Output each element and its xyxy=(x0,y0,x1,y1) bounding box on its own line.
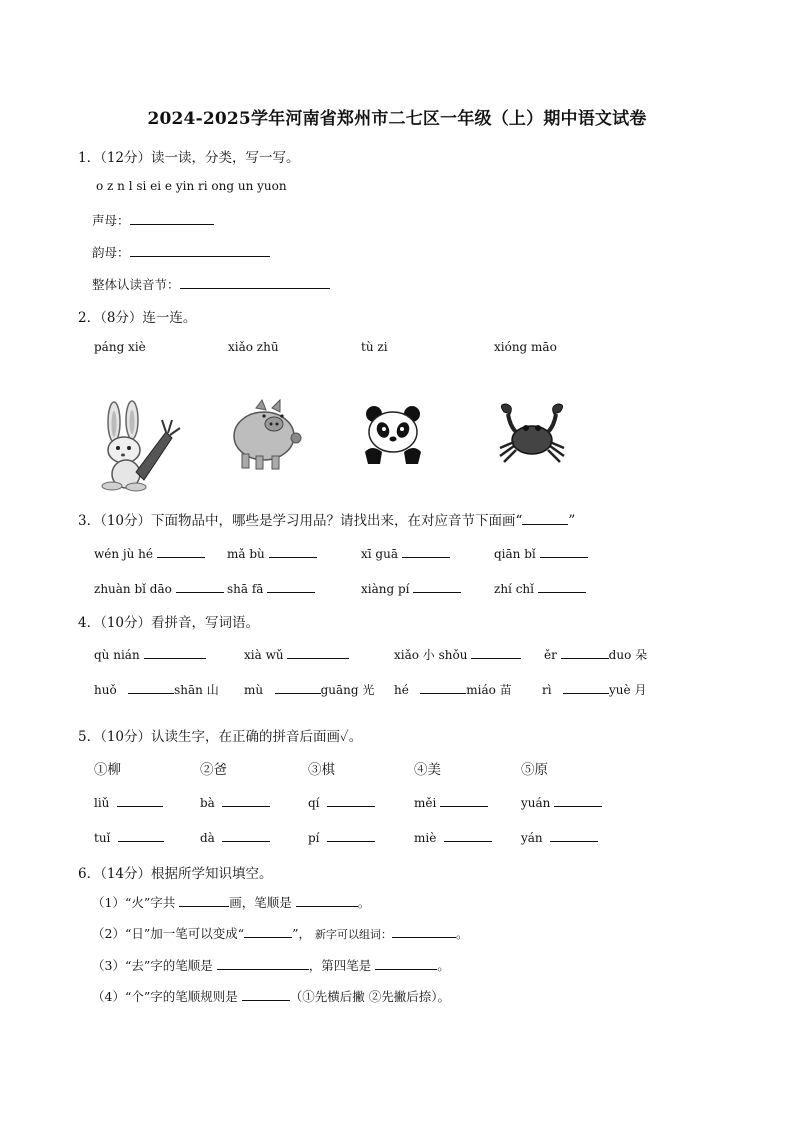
q4-item xyxy=(394,681,512,698)
q5-option xyxy=(521,829,598,845)
pig-picture[interactable] xyxy=(226,398,302,472)
pinyin-word: mǎ bù xyxy=(227,547,265,561)
answer-blank[interactable] xyxy=(540,545,588,558)
q6-text: 新字可以组词： xyxy=(315,928,392,941)
q5-char: ③棋 xyxy=(308,762,335,778)
q5-option xyxy=(414,794,488,810)
q4-heading: 4．（10分）看拼音，写词语。 xyxy=(78,615,260,631)
q3-item xyxy=(494,545,588,561)
q3-heading xyxy=(78,509,575,529)
hint-char: yuè 月 xyxy=(609,683,647,697)
answer-blank[interactable] xyxy=(563,681,609,694)
q5-char: ①柳 xyxy=(94,762,121,778)
q2-pinyin: xiǎo zhū xyxy=(228,340,279,354)
q1-row-zhengti xyxy=(92,275,330,293)
q5-option xyxy=(308,794,375,810)
answer-blank[interactable] xyxy=(375,957,437,970)
q6-text: （2）“日”加一笔可以变成“ xyxy=(92,926,245,941)
q3-item xyxy=(227,545,317,561)
q1-letters: o z n l si ei e yin ri ong un yuon xyxy=(96,179,287,193)
pinyin-option: tuǐ xyxy=(94,831,111,845)
answer-blank[interactable] xyxy=(327,829,375,842)
q3-item xyxy=(494,580,586,596)
q1-row-label: 整体认读音节： xyxy=(92,277,180,292)
q5-option xyxy=(94,829,164,845)
q1-heading: 1．（12分）读一读，分类，写一写。 xyxy=(78,150,300,166)
q6-text: （1）“火”字共 xyxy=(92,895,176,910)
answer-blank[interactable] xyxy=(275,681,321,694)
q5-option xyxy=(521,794,602,810)
answer-blank[interactable] xyxy=(402,545,450,558)
pinyin-option: liǔ xyxy=(94,796,110,810)
q6-text: （①先横后撇 ②先撇后捺）。 xyxy=(289,989,450,1004)
answer-blank[interactable] xyxy=(180,276,330,289)
pinyin-word: ěr xyxy=(544,648,557,662)
q2-heading: 2．（8分）连一连。 xyxy=(78,310,197,326)
answer-blank[interactable] xyxy=(144,646,206,659)
answer-blank[interactable] xyxy=(176,580,224,593)
q4-item xyxy=(94,681,219,698)
answer-blank[interactable] xyxy=(561,646,609,659)
answer-blank[interactable] xyxy=(118,829,164,842)
q1-row-label: 韵母： xyxy=(92,245,130,260)
q6-text: 。 xyxy=(437,958,450,973)
q5-option xyxy=(414,829,492,845)
panda-picture[interactable] xyxy=(362,404,424,466)
answer-blank[interactable] xyxy=(242,988,290,1001)
answer-blank[interactable] xyxy=(222,794,270,807)
q6-text: （3）“去”字的笔顺是 xyxy=(92,958,213,973)
hint-char: duo 朵 xyxy=(608,648,648,662)
answer-blank[interactable] xyxy=(130,244,270,257)
answer-blank[interactable] xyxy=(217,957,309,970)
q1-row-shengmu xyxy=(92,211,214,229)
q6-text: （4）“个”字的笔顺规则是 xyxy=(92,989,238,1004)
q3-item xyxy=(361,580,461,596)
pinyin-option: yán xyxy=(521,831,543,845)
q6-heading: 6．（14分）根据所学知识填空。 xyxy=(78,866,273,882)
rabbit-picture[interactable] xyxy=(92,400,182,492)
pinyin-option: miè xyxy=(414,831,437,845)
pinyin-word: xià wǔ xyxy=(244,648,284,662)
q6-text: ，第四笔是 xyxy=(308,958,372,973)
answer-blank[interactable] xyxy=(327,794,375,807)
q4-item xyxy=(544,646,647,663)
pinyin-word: hé xyxy=(394,683,409,697)
q3-heading-tail: ” xyxy=(568,513,576,529)
hint-char: guāng 光 xyxy=(320,683,375,697)
answer-blank[interactable] xyxy=(554,794,602,807)
pinyin-word: rì xyxy=(542,683,552,697)
q6-text: 。 xyxy=(456,926,469,941)
q5-option xyxy=(200,829,270,845)
page-title: 2024-2025学年河南省郑州市二七区一年级（上）期中语文试卷 xyxy=(147,109,647,129)
pinyin-word: zhuàn bǐ dāo xyxy=(94,582,172,596)
answer-blank[interactable] xyxy=(287,646,349,659)
q3-heading-text: 3．（10分）下面物品中，哪些是学习用品？请找出来，在对应音节下面画“ xyxy=(78,513,523,529)
answer-blank[interactable] xyxy=(420,681,466,694)
q6-text: ”， xyxy=(292,926,312,941)
answer-blank[interactable] xyxy=(413,580,461,593)
q3-item xyxy=(94,545,205,561)
q5-option xyxy=(200,794,270,810)
q4-item xyxy=(244,646,349,662)
answer-blank[interactable] xyxy=(538,580,586,593)
q5-char: ④美 xyxy=(414,762,441,778)
answer-blank[interactable] xyxy=(269,545,317,558)
q6-text: 。 xyxy=(357,895,371,910)
q5-heading: 5．（10分）认读生字，在正确的拼音后面画✓。 xyxy=(78,729,363,745)
q6-line-4 xyxy=(92,987,450,1005)
pinyin-word: zhí chǐ xyxy=(494,582,534,596)
pinyin-word: xiàng pí xyxy=(361,582,410,596)
q3-item xyxy=(94,580,224,596)
pinyin-word: shā fā xyxy=(227,582,264,596)
q6-text: 画，笔顺是 xyxy=(229,895,292,910)
q5-option xyxy=(94,794,163,810)
q1-row-label: 声母： xyxy=(92,213,130,228)
answer-blank[interactable] xyxy=(130,212,214,225)
q3-item xyxy=(361,545,450,561)
q6-line-3 xyxy=(92,956,450,974)
pinyin-option: bà xyxy=(200,796,215,810)
q2-pinyin: tù zi xyxy=(361,340,388,354)
answer-blank[interactable] xyxy=(296,894,358,907)
example-underline xyxy=(522,512,568,525)
q6-line-1 xyxy=(92,893,370,911)
q2-pinyin: páng xiè xyxy=(94,340,146,354)
q5-option xyxy=(308,829,375,845)
crab-picture[interactable] xyxy=(494,402,570,466)
hint-char: miáo 苗 xyxy=(466,683,512,697)
pinyin-word: qiān bǐ xyxy=(494,547,536,561)
pinyin-word: qù nián xyxy=(94,648,140,662)
q1-row-yunmu xyxy=(92,243,270,261)
answer-blank[interactable] xyxy=(550,829,598,842)
answer-blank[interactable] xyxy=(267,580,315,593)
pinyin-option: dà xyxy=(200,831,215,845)
pinyin-option: qí xyxy=(308,796,320,810)
q4-item xyxy=(244,681,374,698)
answer-blank[interactable] xyxy=(157,545,205,558)
pinyin-option: měi xyxy=(414,796,437,810)
answer-blank[interactable] xyxy=(117,794,163,807)
answer-blank[interactable] xyxy=(440,794,488,807)
answer-blank[interactable] xyxy=(179,894,229,907)
pinyin-word: xiǎo 小 shǒu xyxy=(394,648,468,662)
answer-blank[interactable] xyxy=(244,925,292,938)
q6-line-2 xyxy=(92,924,469,942)
answer-blank[interactable] xyxy=(392,925,456,938)
pinyin-word: huǒ xyxy=(94,683,117,697)
pinyin-word: xī guā xyxy=(361,547,398,561)
q4-item xyxy=(394,646,521,663)
q4-item xyxy=(542,681,646,698)
answer-blank[interactable] xyxy=(128,681,174,694)
pinyin-option: yuán xyxy=(521,796,551,810)
q3-item xyxy=(227,580,315,596)
hint-char: shān 山 xyxy=(174,683,219,697)
pinyin-word: mù xyxy=(244,683,264,697)
q2-pinyin: xióng māo xyxy=(494,340,557,354)
q5-char: ②爸 xyxy=(200,762,227,778)
q4-item xyxy=(94,646,206,662)
answer-blank[interactable] xyxy=(471,646,521,659)
pinyin-option: pí xyxy=(308,831,320,845)
answer-blank[interactable] xyxy=(444,829,492,842)
q5-char: ⑤原 xyxy=(521,762,548,778)
pinyin-word: wén jù hé xyxy=(94,547,154,561)
answer-blank[interactable] xyxy=(222,829,270,842)
